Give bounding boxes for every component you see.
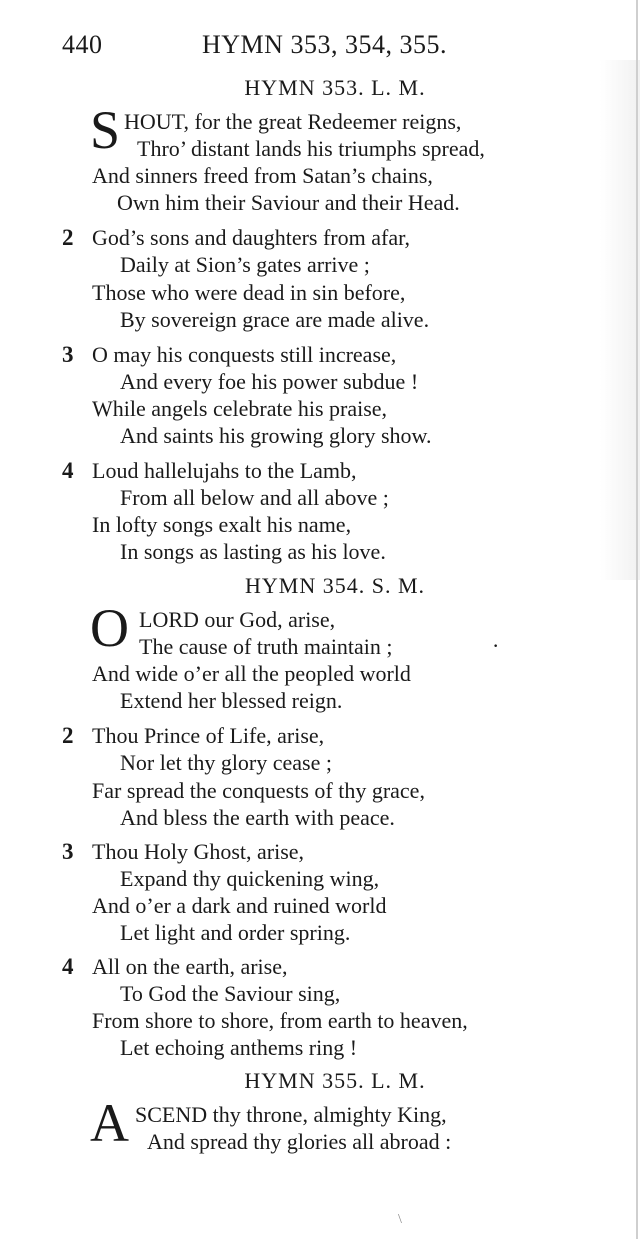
- hymn-353-s4-line3: In lofty songs exalt his name,: [92, 512, 352, 537]
- hymn-354-s4-line2: To God the Saviour sing,: [120, 981, 341, 1006]
- hymn-353-s4-line2: From all below and all above ;: [120, 485, 389, 510]
- hymn-353-s3-line1: O may his conquests still increase,: [92, 342, 397, 367]
- hymn-354-s2-line2: Nor let thy glory cease ;: [120, 750, 332, 775]
- hymn-354-verse-3-number: 3: [62, 839, 74, 864]
- hymn-354-heading: HYMN 354. S. M.: [244, 573, 426, 598]
- hymn-354-s3-line1: Thou Holy Ghost, arise,: [92, 839, 305, 864]
- stray-ink-mark: ·: [492, 633, 500, 658]
- hymn-353-s3-line3: While angels celebrate his praise,: [92, 396, 388, 421]
- hymn-353-s2-line1: God’s sons and daughters from afar,: [92, 225, 411, 250]
- hymn-354-s2-line1: Thou Prince of Life, arise,: [92, 723, 325, 748]
- running-head: [62, 30, 600, 64]
- hymn-353-s3-line4: And saints his growing glory show.: [120, 423, 432, 448]
- hymn-353-s2-line3: Those who were dead in sin before,: [92, 280, 406, 305]
- hymn-353-s3-line2: And every foe his power subdue !: [120, 369, 419, 394]
- hymn-353-dropcap: S: [90, 100, 121, 160]
- hymn-354-s4-line1: All on the earth, arise,: [92, 954, 288, 979]
- running-head-title: HYMN 353, 354, 355.: [202, 30, 447, 59]
- hymn-353-s1-line1: HOUT, for the great Redeemer reigns,: [124, 109, 462, 134]
- hymn-354-s3-line3: And o’er a dark and ruined world: [92, 893, 387, 918]
- hymn-354-s1-line3: And wide o’er all the peopled world: [92, 661, 411, 686]
- hymn-353-verse-3-number: 3: [62, 342, 74, 367]
- hymn-353-s2-line4: By sovereign grace are made alive.: [120, 307, 430, 332]
- hymn-354-s2-line4: And bless the earth with peace.: [120, 805, 395, 830]
- hymn-353-verse-2-number: 2: [62, 225, 74, 250]
- hymn-354-s2-line3: Far spread the conquests of thy grace,: [92, 778, 425, 803]
- stray-ink-mark-bottom: \: [398, 1212, 402, 1227]
- hymn-355-heading: HYMN 355. L. M.: [244, 1068, 426, 1093]
- hymn-354-verse-2-number: 2: [62, 723, 74, 748]
- hymn-353-s1-line3: And sinners freed from Satan’s chains,: [92, 163, 433, 188]
- hymn-355-dropcap: A: [90, 1093, 129, 1153]
- hymn-354-s1-line2: The cause of truth maintain ;: [139, 634, 393, 659]
- hymn-353-verse-4-number: 4: [62, 458, 74, 483]
- hymn-354-dropcap: O: [90, 598, 129, 658]
- hymn-354-s4-line3: From shore to shore, from earth to heaven,: [92, 1008, 468, 1033]
- hymn-354-s1-line4: Extend her blessed reign.: [120, 688, 343, 713]
- hymn-354-s4-line4: Let echoing anthems ring !: [120, 1035, 358, 1060]
- hymn-354-verse-4-number: 4: [62, 954, 74, 979]
- page-edge-line: [636, 0, 638, 1239]
- hymn-354-s3-line4: Let light and order spring.: [120, 920, 351, 945]
- hymn-355-s1-line1: SCEND thy throne, almighty King,: [135, 1102, 447, 1127]
- hymn-353-s4-line1: Loud hallelujahs to the Lamb,: [92, 458, 357, 483]
- hymn-354-s1-line1: LORD our God, arise,: [139, 607, 336, 632]
- hymn-353-s4-line4: In songs as lasting as his love.: [120, 539, 386, 564]
- hymn-354-s3-line2: Expand thy quickening wing,: [120, 866, 380, 891]
- hymn-355-s1-line2: And spread thy glories all abroad :: [147, 1129, 452, 1154]
- hymn-353-heading: HYMN 353. L. M.: [244, 75, 426, 100]
- hymn-353-s1-line2: Thro’ distant lands his triumphs spread,: [137, 136, 485, 161]
- hymn-353-s2-line2: Daily at Sion’s gates arrive ;: [120, 252, 370, 277]
- page-edge-shadow: [600, 60, 640, 580]
- page-number: 440: [62, 30, 103, 59]
- hymn-353-s1-line4: Own him their Saviour and their Head.: [117, 190, 460, 215]
